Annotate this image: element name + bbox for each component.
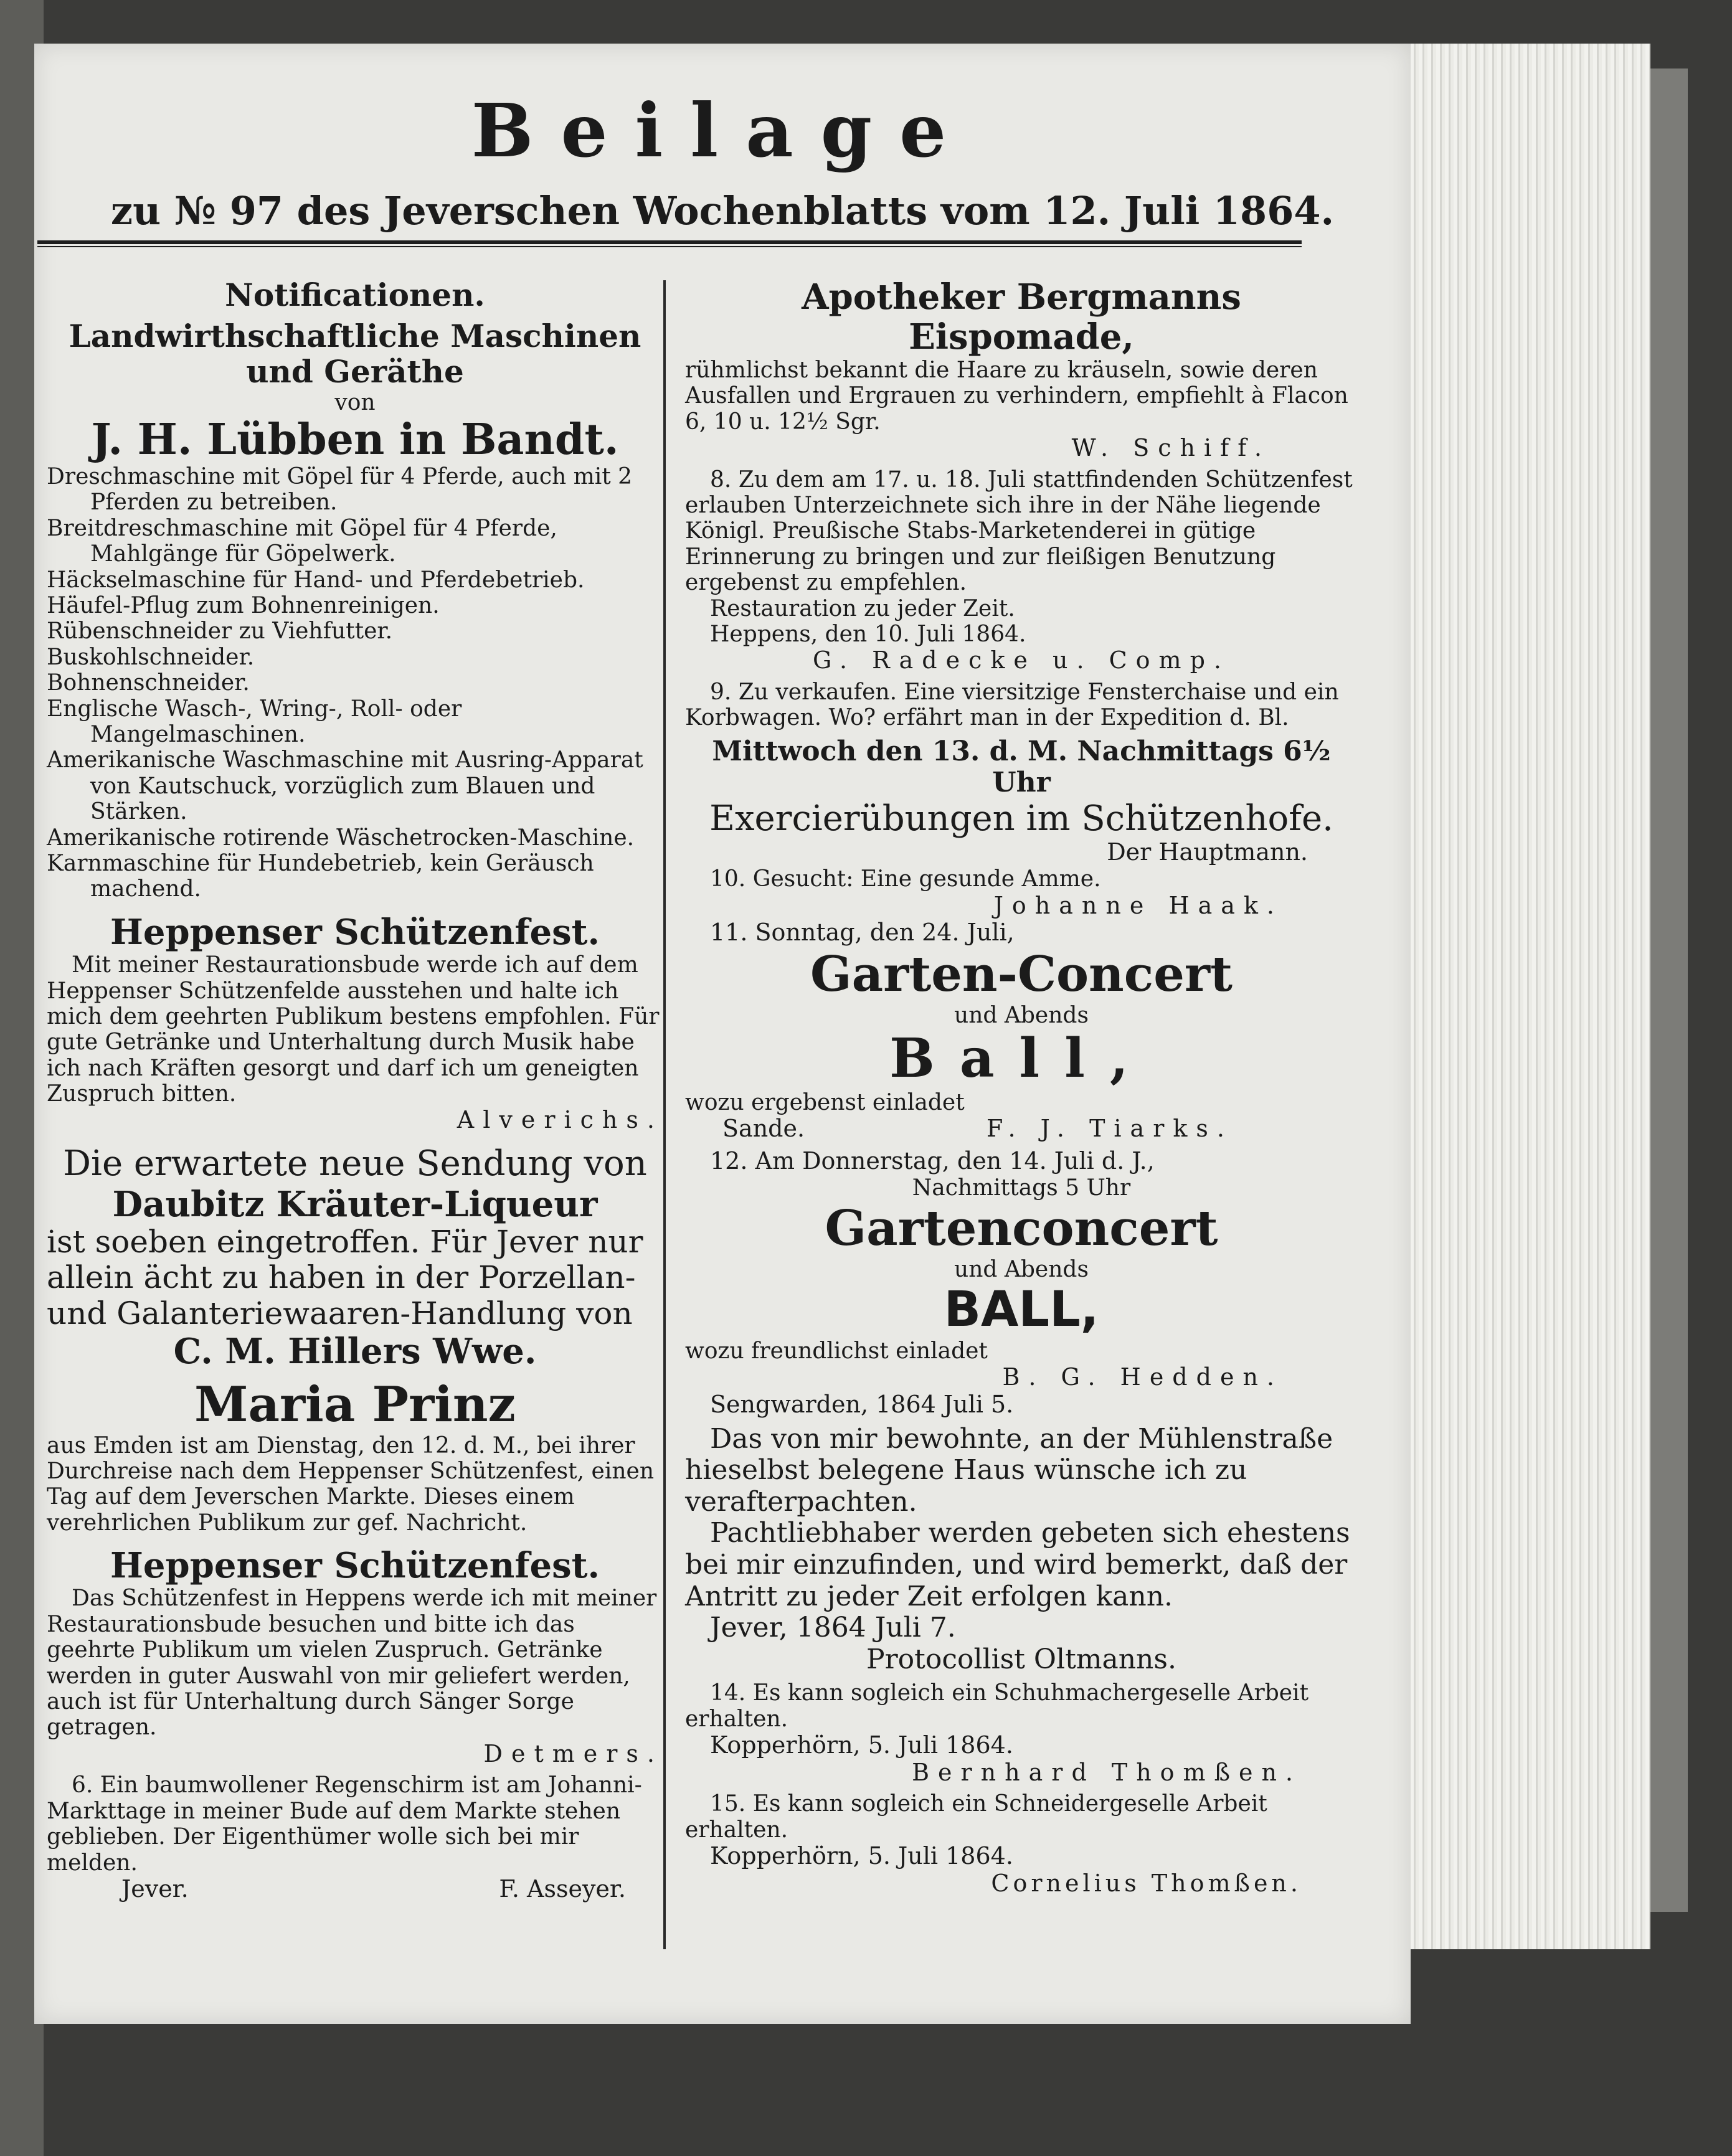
column-divider [663,280,666,1949]
ad1-von: von [334,389,376,415]
ad1-item: Karnmaschine für Hundebetrieb, kein Geräusch machend. [47,850,594,902]
ad1-firm: J. H. Lübben in Bandt. [91,414,619,465]
ad1-item: Amerikanische Waschmaschine mit Ausring-Apparat von Kautschuck, vorzüglich zum Blauen und Stärken. [47,747,643,825]
ad14-signature: Bernhard Thomßen. [912,1758,1302,1786]
ad12-place: Sengwarden, 1864 Juli 5. [710,1390,1014,1418]
ad5-text: Das Schützenfest in Heppens werde ich mit meiner Restaurationsbude besuchen und bitte ich das geehrte Publikum um vielen Zuspruch. Getränke werden in guter Auswahl von mir geliefert werden, auch ist für Unterhaltung durch Sänger Sorge getragen. [47,1586,657,1741]
ad11-line: 11. Sonntag, den 24. Juli, [710,919,1015,947]
ad15-signature: Cornelius Thomßen. [991,1869,1302,1897]
ad12-concert: Gartenconcert [825,1200,1218,1257]
ad3-firm: C. M. Hillers Wwe. [173,1331,537,1373]
page-stack-edge [1401,44,1650,1949]
ad6-place: Jever. [121,1875,189,1903]
ad6-signature: F. Asseyer. [499,1875,626,1903]
ad2-title: Heppenser Schützenfest. [110,911,600,953]
ad4-text: aus Emden ist am Dienstag, den 12. d. M., bei ihrer Durchreise nach dem Heppenser Schützenfest, einen Tag auf dem Jeverschen Markte. Dieses einem verehrlichen Publikum zur gef. Nachricht. [47,1432,655,1536]
ad8-line3: Heppens, den 10. Juli 1864. [710,621,1026,647]
ad8-signature: G. Radecke u. Comp. [812,646,1230,674]
ad3-text: ist soeben eingetroffen. Für Jever nur allein ächt zu haben in der Porzellan- und Galanteriewaaren-Handlung von [47,1223,643,1331]
ad10-text: 10. Gesucht: Eine gesunde Amme. [710,866,1101,892]
notifications-heading: Notificationen. [225,277,485,313]
ad2-signature: Alverichs. [457,1106,663,1134]
ad10a-line2: Exercierübungen im Schützenhofe. [709,798,1333,839]
ad4-name: Maria Prinz [194,1376,516,1433]
right-column [685,277,1358,1898]
ad10a-line1: Mittwoch den 13. d. M. Nachmittags 6½ Uhr [712,735,1331,799]
ad12-invite: wozu freundlichst einladet [685,1338,988,1364]
ad1-item: Dreschmaschine mit Göpel für 4 Pferde, auch mit 2 Pferden zu betreiben. [47,464,633,516]
ad8-text: 8. Zu dem am 17. u. 18. Juli stattfindenden Schützenfest erlauben Unterzeichnete sich ihre in der Nähe liegende Königl. Preußische Stabs-Marketenderei in gütige Erinnerung zu bringen und zur fleißigen Benutzung ergebenst zu empfehlen. [685,466,1353,596]
header-rule [37,240,1302,244]
ad1-item: Breitdreschmaschine mit Göpel für 4 Pferde, Mahlgänge für Göpelwerk. [47,515,557,567]
ad10a-signature: Der Hauptmann. [1107,838,1308,866]
ad7-text: rühmlichst bekannt die Haare zu kräuseln, sowie deren Ausfallen und Ergrauen zu verhindern, empfiehlt à Flacon 6, 10 u. 12½ Sgr. [685,357,1348,435]
ad5-title: Heppenser Schützenfest. [110,1545,600,1587]
ad13-text1: Das von mir bewohnte, an der Mühlenstraße hieselbst belegene Haus wünsche ich zu verafterpachten. [685,1422,1333,1518]
ad1-title-line1: Landwirthschaftliche Maschinen [69,317,641,354]
ad7-signature: W. Schiff. [1071,433,1271,461]
newspaper-page [34,44,1411,2024]
ad11-und: und Abends [954,1002,1089,1028]
page-subtitle: zu № 97 des Jeverschen Wochenblatts vom 12. Juli 1864. [110,188,1335,234]
page-title: Beilage [471,87,974,174]
ad13-text2: Pachtliebhaber werden gebeten sich ehestens bei mir einzufinden, und wird bemerkt, daß der Antritt zu jeder Zeit erfolgen kann. [685,1517,1350,1612]
ad14-place: Kopperhörn, 5. Juli 1864. [710,1731,1013,1759]
ad14-text: 14. Es kann sogleich ein Schuhmachergeselle Arbeit erhalten. [685,1680,1309,1732]
ad15-text: 15. Es kann sogleich ein Schneidergeselle Arbeit erhalten. [685,1791,1267,1843]
ad1-item: Amerikanische rotirende Wäschetrocken-Maschine. [47,825,635,851]
ad12-und: und Abends [954,1256,1089,1282]
left-column [47,277,663,1903]
ad11-concert: Garten-Concert [810,945,1233,1003]
ad3-product: Daubitz Kräuter-Liqueur [112,1183,598,1225]
ad12-signature: B. G. Hedden. [1002,1363,1283,1391]
ad1-item: Häckselmaschine für Hand- und Pferdebetrieb. [47,567,585,593]
ad9-text: 9. Zu verkaufen. Eine viersitzige Fensterchaise und ein Korbwagen. Wo? erfährt man in der Expedition d. Bl. [685,679,1339,731]
ad7-title: Apotheker Bergmanns Eispomade, [802,277,1241,358]
ad1-item: Bohnenschneider. [47,670,250,696]
ad11-signature: F. J. Tiarks. [987,1115,1233,1143]
ad1-item: Englische Wasch-, Wring-, Roll- oder Mangelmaschinen. [47,696,462,747]
ad6-text: 6. Ein baumwollener Regenschirm ist am Johanni-Markttage in meiner Bude auf dem Markte stehen geblieben. Der Eigenthümer wolle sich bei mir melden. [47,1772,642,1876]
ad11-invite: wozu ergebenst einladet [685,1089,965,1115]
ad10-signature: Johanne Haak. [993,891,1283,919]
ad12-ball: BALL, [944,1282,1099,1338]
ad1-item: Rübenschneider zu Viehfutter. [47,618,393,645]
ad5-signature: Detmers. [483,1739,663,1767]
ad12-time: Nachmittags 5 Uhr [912,1175,1131,1201]
ad2-text: Mit meiner Restaurationsbude werde ich auf dem Heppenser Schützenfelde ausstehen und halte ich mich dem geehrten Publikum bestens empfohlen. Für gute Getränke und Unterhaltung durch Musik habe ich nach Kräften gesorgt und darf ich um geneigten Zuspruch bitten. [47,952,660,1107]
ad11-ball: Ball, [889,1026,1153,1090]
ad8-line2: Restauration zu jeder Zeit. [710,595,1015,622]
ad11-footer [685,1115,1358,1143]
ad1-item: Häufel-Pflug zum Bohnenreinigen. [47,593,440,619]
ad6-footer [47,1876,663,1903]
ad11-place: Sande. [722,1115,805,1143]
ad12-line: 12. Am Donnerstag, den 14. Juli d. J., [710,1147,1155,1175]
header-rule-thin [37,246,1302,247]
ad1-item: Buskohlschneider. [47,644,255,670]
ad3-line1: Die erwartete neue Sendung von [63,1143,647,1184]
ad13-signature: Protocollist Oltmanns. [866,1643,1176,1675]
ad1-title-line2: und Geräthe [246,353,464,390]
ad15-place: Kopperhörn, 5. Juli 1864. [710,1842,1013,1870]
ad13-place: Jever, 1864 Juli 7. [710,1612,956,1644]
